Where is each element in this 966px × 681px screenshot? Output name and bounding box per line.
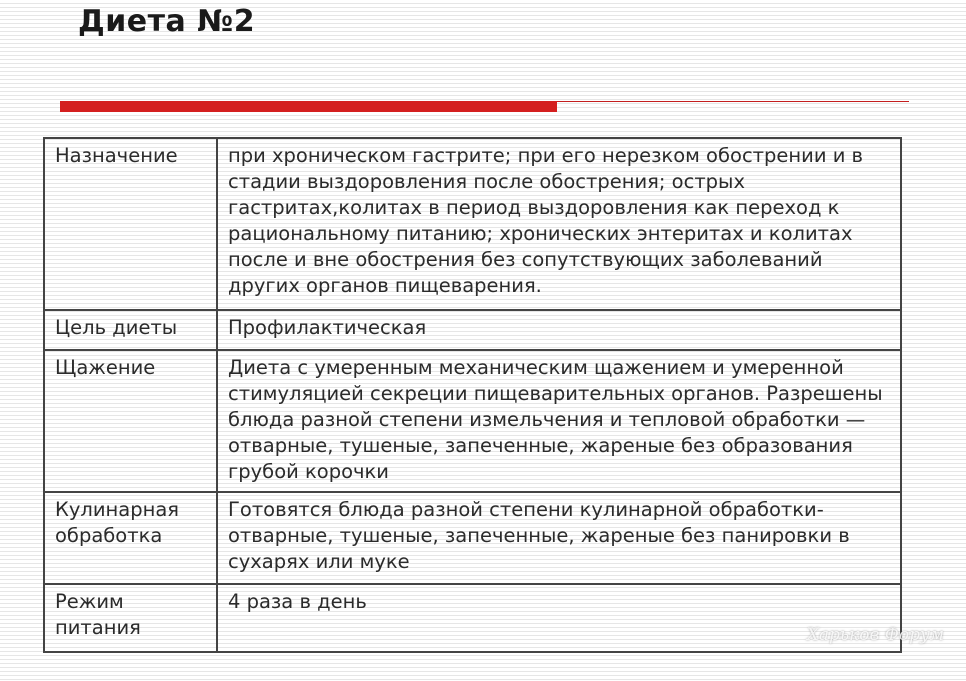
table-row-culinary <box>44 492 901 584</box>
table-row-sparing <box>44 350 901 492</box>
row-value: при хроническом гастрите; при его нерезком обострении и в стадии выздоровления после обострения; острых гастритах,колитах в период выздоровления как переход к рациональному питанию; хронических энтеритах и колитах после и вне обострения без сопутствующих заболеваний других органов пищеварения. <box>217 138 901 310</box>
row-label: Цель диеты <box>44 310 217 350</box>
table-row-regime <box>44 584 901 652</box>
row-label: Режим питания <box>44 584 217 652</box>
row-label: Кулинарная обработка <box>44 492 217 584</box>
row-label: Щажение <box>44 350 217 492</box>
watermark: Харьков Форум <box>806 625 944 645</box>
table-row-goal <box>44 310 901 350</box>
row-value: Готовятся блюда разной степени кулинарной обработки-отварные, тушеные, запеченные, жареные без панировки в сухарях или муке <box>217 492 901 584</box>
row-value: Профилактическая <box>217 310 901 350</box>
row-value: Диета с умеренным механическим щажением и умеренной стимуляцией секреции пищеварительных органов. Разрешены блюда разной степени измельчения и тепловой обработки — отварные, тушеные, запеченные, жареные без образования грубой корочки <box>217 350 901 492</box>
row-label: Назначение <box>44 138 217 310</box>
slide-title: Диета №2 <box>78 4 256 39</box>
table-row-purpose <box>44 138 901 310</box>
row-value: 4 раза в день <box>217 584 901 652</box>
title-underline-thin <box>555 101 909 102</box>
diet-table <box>43 137 902 653</box>
title-underline-bar <box>60 101 557 112</box>
